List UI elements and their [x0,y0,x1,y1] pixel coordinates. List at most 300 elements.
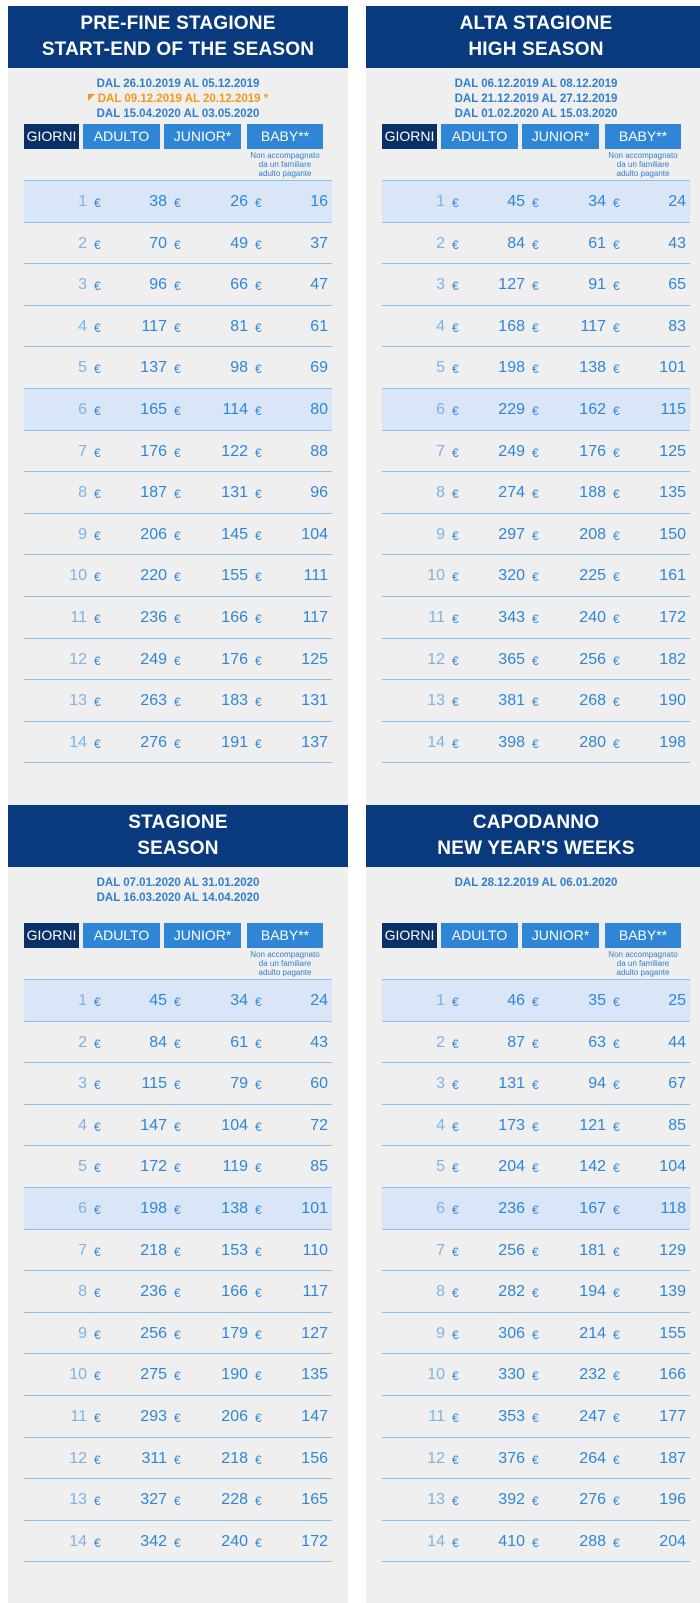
header-junior: JUNIOR* [164,124,241,149]
euro-icon: € [532,736,539,751]
euro-icon: € [94,736,101,751]
date-ranges [8,867,348,923]
date-ranges [8,68,348,124]
table-row [382,264,690,306]
day-count: 2 [78,1033,87,1051]
euro-icon: € [255,403,262,418]
euro-icon: € [532,1410,539,1425]
table-header [382,124,690,180]
price-baby: 111 [303,567,328,585]
euro-icon: € [613,196,620,210]
price-baby: 85 [668,1116,686,1134]
euro-icon: € [174,653,181,668]
baby-note: Non accompagnato da un familiare adulto pagante [250,151,320,178]
table-row [24,1230,332,1272]
euro-icon: € [613,279,620,294]
price-baby: 118 [660,1199,686,1217]
table-row [382,181,690,223]
price-junior: 208 [579,525,606,543]
euro-icon: € [94,528,101,543]
euro-icon: € [613,1119,620,1134]
price-baby: 24 [668,193,686,210]
price-adulto: 274 [498,484,525,502]
euro-icon: € [532,320,539,335]
euro-icon: € [174,611,181,626]
table-row [382,1188,690,1230]
price-adulto: 96 [149,276,167,294]
season-title [366,6,700,68]
euro-icon: € [255,570,262,585]
euro-icon: € [613,487,620,502]
euro-icon: € [532,362,539,377]
header-giorni: GIORNI [24,923,79,948]
price-adulto: 45 [149,992,167,1009]
price-adulto: 147 [140,1116,167,1134]
price-adulto: 410 [498,1532,525,1550]
price-junior: 79 [230,1075,248,1093]
season-panel [8,805,348,1603]
euro-icon: € [532,445,539,460]
price-baby: 198 [659,733,686,751]
euro-icon: € [174,528,181,543]
day-count: 2 [436,1033,445,1051]
euro-icon: € [174,995,181,1009]
euro-icon: € [255,653,262,668]
day-count: 7 [436,1241,445,1259]
day-count: 10 [427,567,445,585]
day-count: 9 [78,1324,87,1342]
season-panel [8,6,348,806]
price-junior: 122 [221,442,248,460]
euro-icon: € [174,1078,181,1093]
price-adulto: 84 [507,234,525,252]
euro-icon: € [255,1119,262,1134]
price-baby: 165 [301,1491,328,1509]
date-range: DAL 15.04.2020 AL 03.05.2020 [96,108,260,120]
price-adulto: 229 [498,400,525,418]
table-row [24,1146,332,1188]
day-count: 10 [69,567,87,585]
season-title-line: NEW YEAR'S WEEKS [437,838,635,859]
header-giorni: GIORNI [382,923,437,948]
day-count: 13 [427,692,445,710]
euro-icon: € [532,1036,539,1051]
table-row [24,1022,332,1064]
table-row [24,1521,332,1563]
price-baby: 190 [659,692,686,710]
season-title [8,805,348,867]
price-baby: 177 [659,1407,686,1425]
day-count: 12 [427,1449,445,1467]
euro-icon: € [613,445,620,460]
euro-icon: € [94,1161,101,1176]
price-junior: 138 [221,1199,248,1217]
euro-icon: € [174,1286,181,1301]
day-count: 8 [436,1283,445,1301]
price-baby: 125 [659,442,686,460]
price-baby: 115 [660,400,686,418]
euro-icon: € [94,1369,101,1384]
price-baby: 24 [310,992,328,1009]
price-baby: 85 [310,1158,328,1176]
euro-icon: € [94,1452,101,1467]
day-count: 5 [78,359,87,377]
euro-icon: € [613,1494,620,1509]
euro-icon: € [452,362,459,377]
euro-icon: € [255,362,262,377]
price-junior: 35 [588,992,606,1009]
price-junior: 162 [579,400,606,418]
price-junior: 176 [221,650,248,668]
euro-icon: € [255,1369,262,1384]
price-junior: 66 [230,276,248,294]
table-row [382,1354,690,1396]
day-count: 10 [69,1366,87,1384]
price-junior: 183 [221,692,248,710]
header-junior: JUNIOR* [164,923,241,948]
table-row [382,555,690,597]
day-count: 9 [436,1324,445,1342]
price-junior: 191 [221,733,248,751]
price-adulto: 137 [140,359,167,377]
euro-icon: € [452,1494,459,1509]
price-table [382,979,690,1562]
price-baby: 25 [668,992,686,1009]
euro-icon: € [174,1036,181,1051]
price-junior: 34 [230,992,248,1009]
price-baby: 80 [310,400,328,418]
table-row [382,639,690,681]
euro-icon: € [174,445,181,460]
table-row [382,514,690,556]
table-row [24,1396,332,1438]
euro-icon: € [174,570,181,585]
euro-icon: € [452,1410,459,1425]
price-baby: 139 [659,1283,686,1301]
price-adulto: 376 [498,1449,525,1467]
table-row [382,1313,690,1355]
day-count: 4 [78,317,87,335]
season-title-line: HIGH SEASON [468,39,604,60]
euro-icon: € [613,403,620,418]
price-junior: 98 [230,359,248,377]
header-baby: BABY** [605,923,681,948]
euro-icon: € [613,1452,620,1467]
table-row [24,181,332,223]
euro-icon: € [452,1119,459,1134]
price-baby: 150 [659,525,686,543]
euro-icon: € [532,695,539,710]
price-junior: 240 [221,1532,248,1550]
season-title-line: ALTA STAGIONE [459,13,613,34]
price-adulto: 117 [141,317,167,335]
euro-icon: € [532,1494,539,1509]
euro-icon: € [174,695,181,710]
price-junior: 268 [579,692,606,710]
euro-icon: € [532,1452,539,1467]
euro-icon: € [452,653,459,668]
table-row [24,1188,332,1230]
header-adulto: ADULTO [83,124,160,149]
day-count: 3 [78,1075,87,1093]
euro-icon: € [532,570,539,585]
price-baby: 135 [301,1366,328,1384]
price-baby: 104 [659,1158,686,1176]
baby-note: Non accompagnato da un familiare adulto pagante [608,151,678,178]
price-adulto: 293 [140,1407,167,1425]
price-adulto: 220 [140,567,167,585]
price-adulto: 87 [507,1033,525,1051]
header-adulto: ADULTO [441,124,518,149]
euro-icon: € [174,736,181,751]
day-count: 4 [436,1116,445,1134]
table-row [24,980,332,1022]
price-junior: 225 [579,567,606,585]
price-baby: 61 [310,317,328,335]
header-giorni: GIORNI [382,124,437,149]
euro-icon: € [532,403,539,418]
euro-icon: € [452,570,459,585]
euro-icon: € [452,1036,459,1051]
price-baby: 44 [668,1033,686,1051]
euro-icon: € [94,1202,101,1217]
euro-icon: € [255,237,262,252]
euro-icon: € [94,1327,101,1342]
price-adulto: 256 [140,1324,167,1342]
euro-icon: € [452,1286,459,1301]
table-row [24,1479,332,1521]
price-junior: 114 [222,400,248,418]
table-row [24,431,332,473]
price-adulto: 176 [140,442,167,460]
euro-icon: € [613,570,620,585]
euro-icon: € [452,487,459,502]
day-count: 14 [427,1532,445,1550]
day-count: 5 [78,1158,87,1176]
euro-icon: € [94,279,101,294]
price-junior: 218 [221,1449,248,1467]
price-baby: 137 [301,733,328,751]
price-baby: 156 [301,1449,328,1467]
table-row [382,389,690,431]
euro-icon: € [532,1535,539,1550]
price-baby: 43 [668,234,686,252]
day-count: 7 [436,442,445,460]
euro-icon: € [94,237,101,252]
euro-icon: € [532,528,539,543]
day-count: 6 [78,400,87,418]
table-row [382,431,690,473]
price-adulto: 172 [140,1158,167,1176]
date-ranges [366,68,700,124]
euro-icon: € [613,1327,620,1342]
price-baby: 204 [659,1532,686,1550]
season-title-line: CAPODANNO [472,812,600,833]
price-adulto: 115 [141,1075,167,1093]
euro-icon: € [174,279,181,294]
price-adulto: 165 [140,400,167,418]
price-junior: 49 [230,234,248,252]
day-count: 3 [436,1075,445,1093]
date-ranges [366,867,700,923]
day-count: 5 [436,359,445,377]
price-adulto: 45 [507,193,525,210]
day-count: 2 [78,234,87,252]
euro-icon: € [255,1244,262,1259]
price-adulto: 46 [507,992,525,1009]
euro-icon: € [613,1535,620,1550]
header-adulto: ADULTO [83,923,160,948]
price-junior: 240 [579,608,606,626]
price-adulto: 236 [140,608,167,626]
table-row [382,1521,690,1563]
euro-icon: € [613,320,620,335]
euro-icon: € [94,1244,101,1259]
price-junior: 181 [579,1241,606,1259]
table-row [24,223,332,265]
price-baby: 47 [310,276,328,294]
euro-icon: € [174,196,181,210]
euro-icon: € [532,1286,539,1301]
day-count: 14 [427,733,445,751]
euro-icon: € [452,1327,459,1342]
euro-icon: € [94,196,101,210]
season-title-line: PRE-FINE STAGIONE [80,13,276,34]
date-range: DAL 01.02.2020 AL 15.03.2020 [454,108,618,120]
price-junior: 188 [579,484,606,502]
euro-icon: € [255,1494,262,1509]
table-row [382,680,690,722]
table-row [24,264,332,306]
price-adulto: 327 [140,1491,167,1509]
price-junior: 138 [579,359,606,377]
price-baby: 172 [301,1532,328,1550]
price-junior: 264 [579,1449,606,1467]
price-junior: 91 [588,276,606,294]
euro-icon: € [532,196,539,210]
euro-icon: € [452,1452,459,1467]
euro-icon: € [255,1286,262,1301]
price-adulto: 249 [498,442,525,460]
price-adulto: 311 [141,1449,167,1467]
price-table [24,979,332,1562]
season-panel [366,805,700,1603]
euro-icon: € [255,320,262,335]
price-baby: 83 [668,317,686,335]
price-junior: 61 [230,1033,248,1051]
table-row [382,347,690,389]
euro-icon: € [255,1202,262,1217]
table-row [382,1438,690,1480]
price-adulto: 398 [498,733,525,751]
price-junior: 166 [221,608,248,626]
price-baby: 187 [659,1449,686,1467]
euro-icon: € [613,1036,620,1051]
price-baby: 37 [310,234,328,252]
euro-icon: € [452,1244,459,1259]
day-count: 11 [428,1407,445,1425]
table-row [382,1146,690,1188]
price-adulto: 365 [498,650,525,668]
day-count: 13 [69,692,87,710]
day-count: 12 [69,650,87,668]
euro-icon: € [255,1452,262,1467]
price-adulto: 127 [498,276,525,294]
baby-note: Non accompagnato da un familiare adulto pagante [608,950,678,977]
header-junior: JUNIOR* [522,124,599,149]
price-junior: 276 [579,1491,606,1509]
season-title [8,6,348,68]
euro-icon: € [452,1202,459,1217]
euro-icon: € [532,611,539,626]
euro-icon: € [613,1202,620,1217]
price-junior: 190 [221,1366,248,1384]
price-adulto: 206 [140,525,167,543]
table-row [24,555,332,597]
day-count: 14 [69,733,87,751]
euro-icon: € [613,995,620,1009]
day-count: 6 [78,1199,87,1217]
day-count: 11 [428,608,445,626]
table-row [24,639,332,681]
table-row [382,722,690,764]
euro-icon: € [452,1161,459,1176]
euro-icon: € [532,1327,539,1342]
euro-icon: € [452,1369,459,1384]
price-adulto: 84 [149,1033,167,1051]
price-baby: 67 [668,1075,686,1093]
day-count: 1 [436,193,445,210]
price-junior: 131 [221,484,248,502]
day-count: 12 [69,1449,87,1467]
euro-icon: € [613,1410,620,1425]
day-count: 4 [436,317,445,335]
price-junior: 179 [221,1324,248,1342]
day-count: 6 [436,1199,445,1217]
euro-icon: € [94,611,101,626]
table-row [382,980,690,1022]
day-count: 13 [69,1491,87,1509]
price-table [382,180,690,763]
table-row [382,1105,690,1147]
euro-icon: € [613,611,620,626]
price-junior: 145 [221,525,248,543]
price-adulto: 204 [498,1158,525,1176]
price-junior: 247 [579,1407,606,1425]
price-baby: 69 [310,359,328,377]
table-row [24,472,332,514]
table-row [24,1105,332,1147]
euro-icon: € [94,1410,101,1425]
price-adulto: 342 [140,1532,167,1550]
euro-icon: € [255,445,262,460]
price-adulto: 218 [140,1241,167,1259]
season-title [366,805,700,867]
euro-icon: € [532,487,539,502]
euro-icon: € [613,1369,620,1384]
price-adulto: 343 [498,608,525,626]
euro-icon: € [452,445,459,460]
table-row [382,306,690,348]
euro-icon: € [174,1119,181,1134]
price-baby: 72 [310,1116,328,1134]
price-adulto: 198 [140,1199,167,1217]
euro-icon: € [255,1410,262,1425]
table-row [24,597,332,639]
euro-icon: € [613,237,620,252]
table-header [382,923,690,979]
euro-icon: € [174,1452,181,1467]
